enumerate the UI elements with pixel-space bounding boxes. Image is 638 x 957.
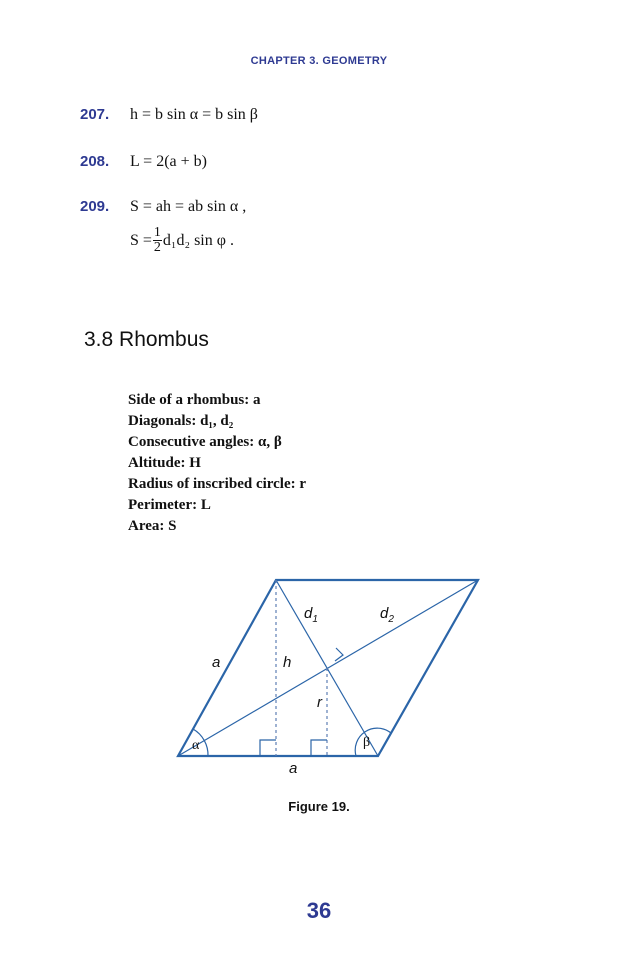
right-angle-mark-diagonals [335, 648, 343, 661]
formula-209-line2 [130, 226, 234, 255]
definition-label: Radius of inscribed circle: [128, 476, 296, 492]
definition-value: a [253, 392, 261, 408]
definition-value: α, β [258, 434, 282, 450]
formula-number: 208. [80, 153, 110, 170]
definition-value: L [200, 497, 211, 513]
page-number: 36 [306, 898, 332, 923]
section-title: 3.8 Rhombus [84, 328, 209, 351]
label-diagonal-d2: $d_2$ [380, 605, 394, 625]
definition-value: d₁, d₂ [200, 413, 234, 429]
right-angle-mark [260, 740, 276, 756]
formula-207 [80, 106, 258, 124]
definition-value: S [168, 518, 177, 534]
label-radius: r [317, 694, 322, 711]
figure-caption: Figure 19. [288, 799, 350, 814]
definition-label: Altitude: [128, 455, 186, 471]
formula-prefix: S = [130, 231, 152, 249]
definition-item [128, 474, 306, 495]
formula-expression: S = ah = ab sin α , [130, 198, 247, 215]
formula-expression: L = 2(a + b) [130, 153, 207, 170]
definition-item [128, 516, 306, 537]
formula-expression: h = b sin α = b sin β [130, 106, 258, 123]
definition-item [128, 453, 306, 474]
label-alpha: α [192, 738, 200, 753]
definition-label: Area: [128, 518, 165, 534]
rhombus-figure [170, 570, 490, 785]
formula-number: 209. [80, 198, 110, 215]
diagonal-d2 [178, 580, 478, 756]
definition-label: Consecutive angles: [128, 434, 255, 450]
definition-item [128, 495, 306, 516]
definitions-list [128, 390, 306, 537]
fraction-denominator: 2 [153, 240, 161, 255]
definition-value: H [189, 455, 201, 471]
fraction-numerator: 1 [153, 225, 161, 240]
definition-label: Perimeter: [128, 497, 198, 513]
label-side-left: a [212, 654, 221, 671]
label-side-bottom: a [289, 760, 298, 777]
formula-209 [80, 198, 246, 216]
formula-number: 207. [80, 106, 110, 123]
definition-label: Diagonals: [128, 413, 197, 429]
formula-208 [80, 153, 207, 171]
definition-label: Side of a rhombus: [128, 392, 250, 408]
label-altitude: h [283, 654, 292, 671]
label-beta: β [363, 735, 371, 750]
formula-suffix: d₁d₂ sin φ . [162, 231, 234, 249]
definition-item [128, 432, 306, 453]
fraction [153, 226, 162, 255]
chapter-header: CHAPTER 3. GEOMETRY [250, 55, 388, 67]
definition-item [128, 411, 306, 432]
definition-value: r [299, 476, 307, 492]
label-diagonal-d1: $d_1$ [304, 605, 318, 625]
definition-item [128, 390, 306, 411]
right-angle-mark [311, 740, 327, 756]
